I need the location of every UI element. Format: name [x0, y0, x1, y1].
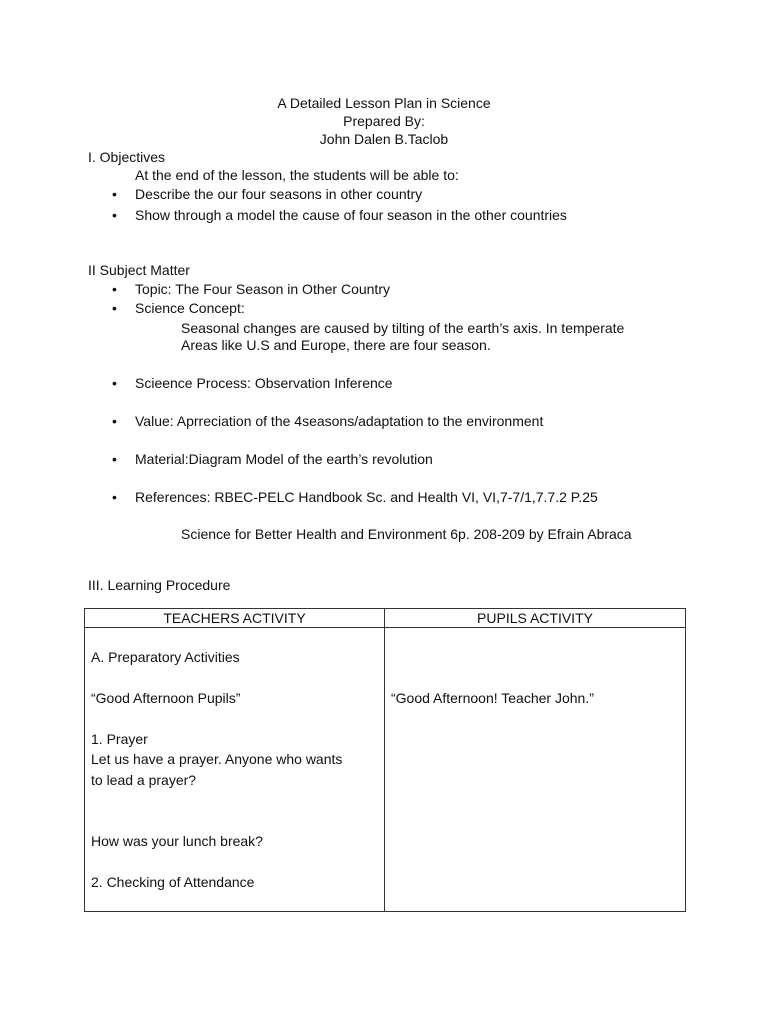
- prepared-by-label: Prepared By:: [343, 113, 425, 129]
- bullet-icon: •: [112, 300, 117, 316]
- pupil-activity-cell: [385, 628, 686, 912]
- teacher-line: A. Preparatory Activities: [91, 649, 240, 665]
- material-item: Material:Diagram Model of the earth’s revolution: [135, 451, 433, 467]
- teacher-line: Let us have a prayer. Anyone who wants: [91, 751, 343, 767]
- process-item: Scieence Process: Observation Inference: [135, 375, 393, 391]
- teacher-line: to lead a prayer?: [91, 772, 197, 788]
- table-row: [85, 628, 686, 912]
- objective-item: Show through a model the cause of four season in the other countries: [135, 207, 567, 223]
- bullet-icon: •: [112, 489, 117, 505]
- activity-table: [84, 608, 686, 912]
- reference-secondary: Science for Better Health and Environment 6p. 208-209 by Efrain Abraca: [181, 526, 632, 542]
- document-title: A Detailed Lesson Plan in Science: [277, 95, 491, 111]
- teacher-line: 2. Checking of Attendance: [91, 874, 255, 890]
- pupil-line: “Good Afternoon! Teacher John.”: [391, 690, 594, 706]
- teachers-activity-header: TEACHERS ACTIVITY: [85, 609, 385, 628]
- concept-text-line1: Seasonal changes are caused by tilting of the earth’s axis. In temperate: [181, 320, 625, 336]
- bullet-icon: •: [112, 451, 117, 467]
- teacher-activity-cell: [85, 628, 385, 912]
- bullet-icon: •: [112, 207, 117, 223]
- bullet-icon: •: [112, 281, 117, 297]
- bullet-icon: •: [112, 413, 117, 429]
- value-item: Value: Aprreciation of the 4seasons/adaptation to the environment: [135, 413, 544, 429]
- references-item: References: RBEC-PELC Handbook Sc. and Health VI, VI,7-7/1,7.7.2 P.25: [135, 489, 598, 505]
- objectives-heading: I. Objectives: [88, 149, 166, 165]
- pupils-activity-header: PUPILS ACTIVITY: [385, 609, 686, 628]
- bullet-icon: •: [112, 375, 117, 391]
- objectives-intro: At the end of the lesson, the students will be able to:: [135, 167, 459, 183]
- teacher-line: How was your lunch break?: [91, 833, 263, 849]
- procedure-heading: III. Learning Procedure: [88, 577, 231, 593]
- subject-matter-heading: II Subject Matter: [88, 262, 190, 278]
- teacher-line: “Good Afternoon Pupils”: [91, 690, 241, 706]
- topic-item: Topic: The Four Season in Other Country: [135, 281, 390, 297]
- concept-text-line2: Areas like U.S and Europe, there are four season.: [181, 337, 491, 353]
- bullet-icon: •: [112, 186, 117, 202]
- teacher-line: 1. Prayer: [91, 731, 148, 747]
- concept-label: Science Concept:: [135, 300, 245, 316]
- objective-item: Describe the our four seasons in other country: [135, 186, 423, 202]
- author-name: John Dalen B.Taclob: [319, 131, 449, 147]
- table-header-row: [85, 609, 686, 628]
